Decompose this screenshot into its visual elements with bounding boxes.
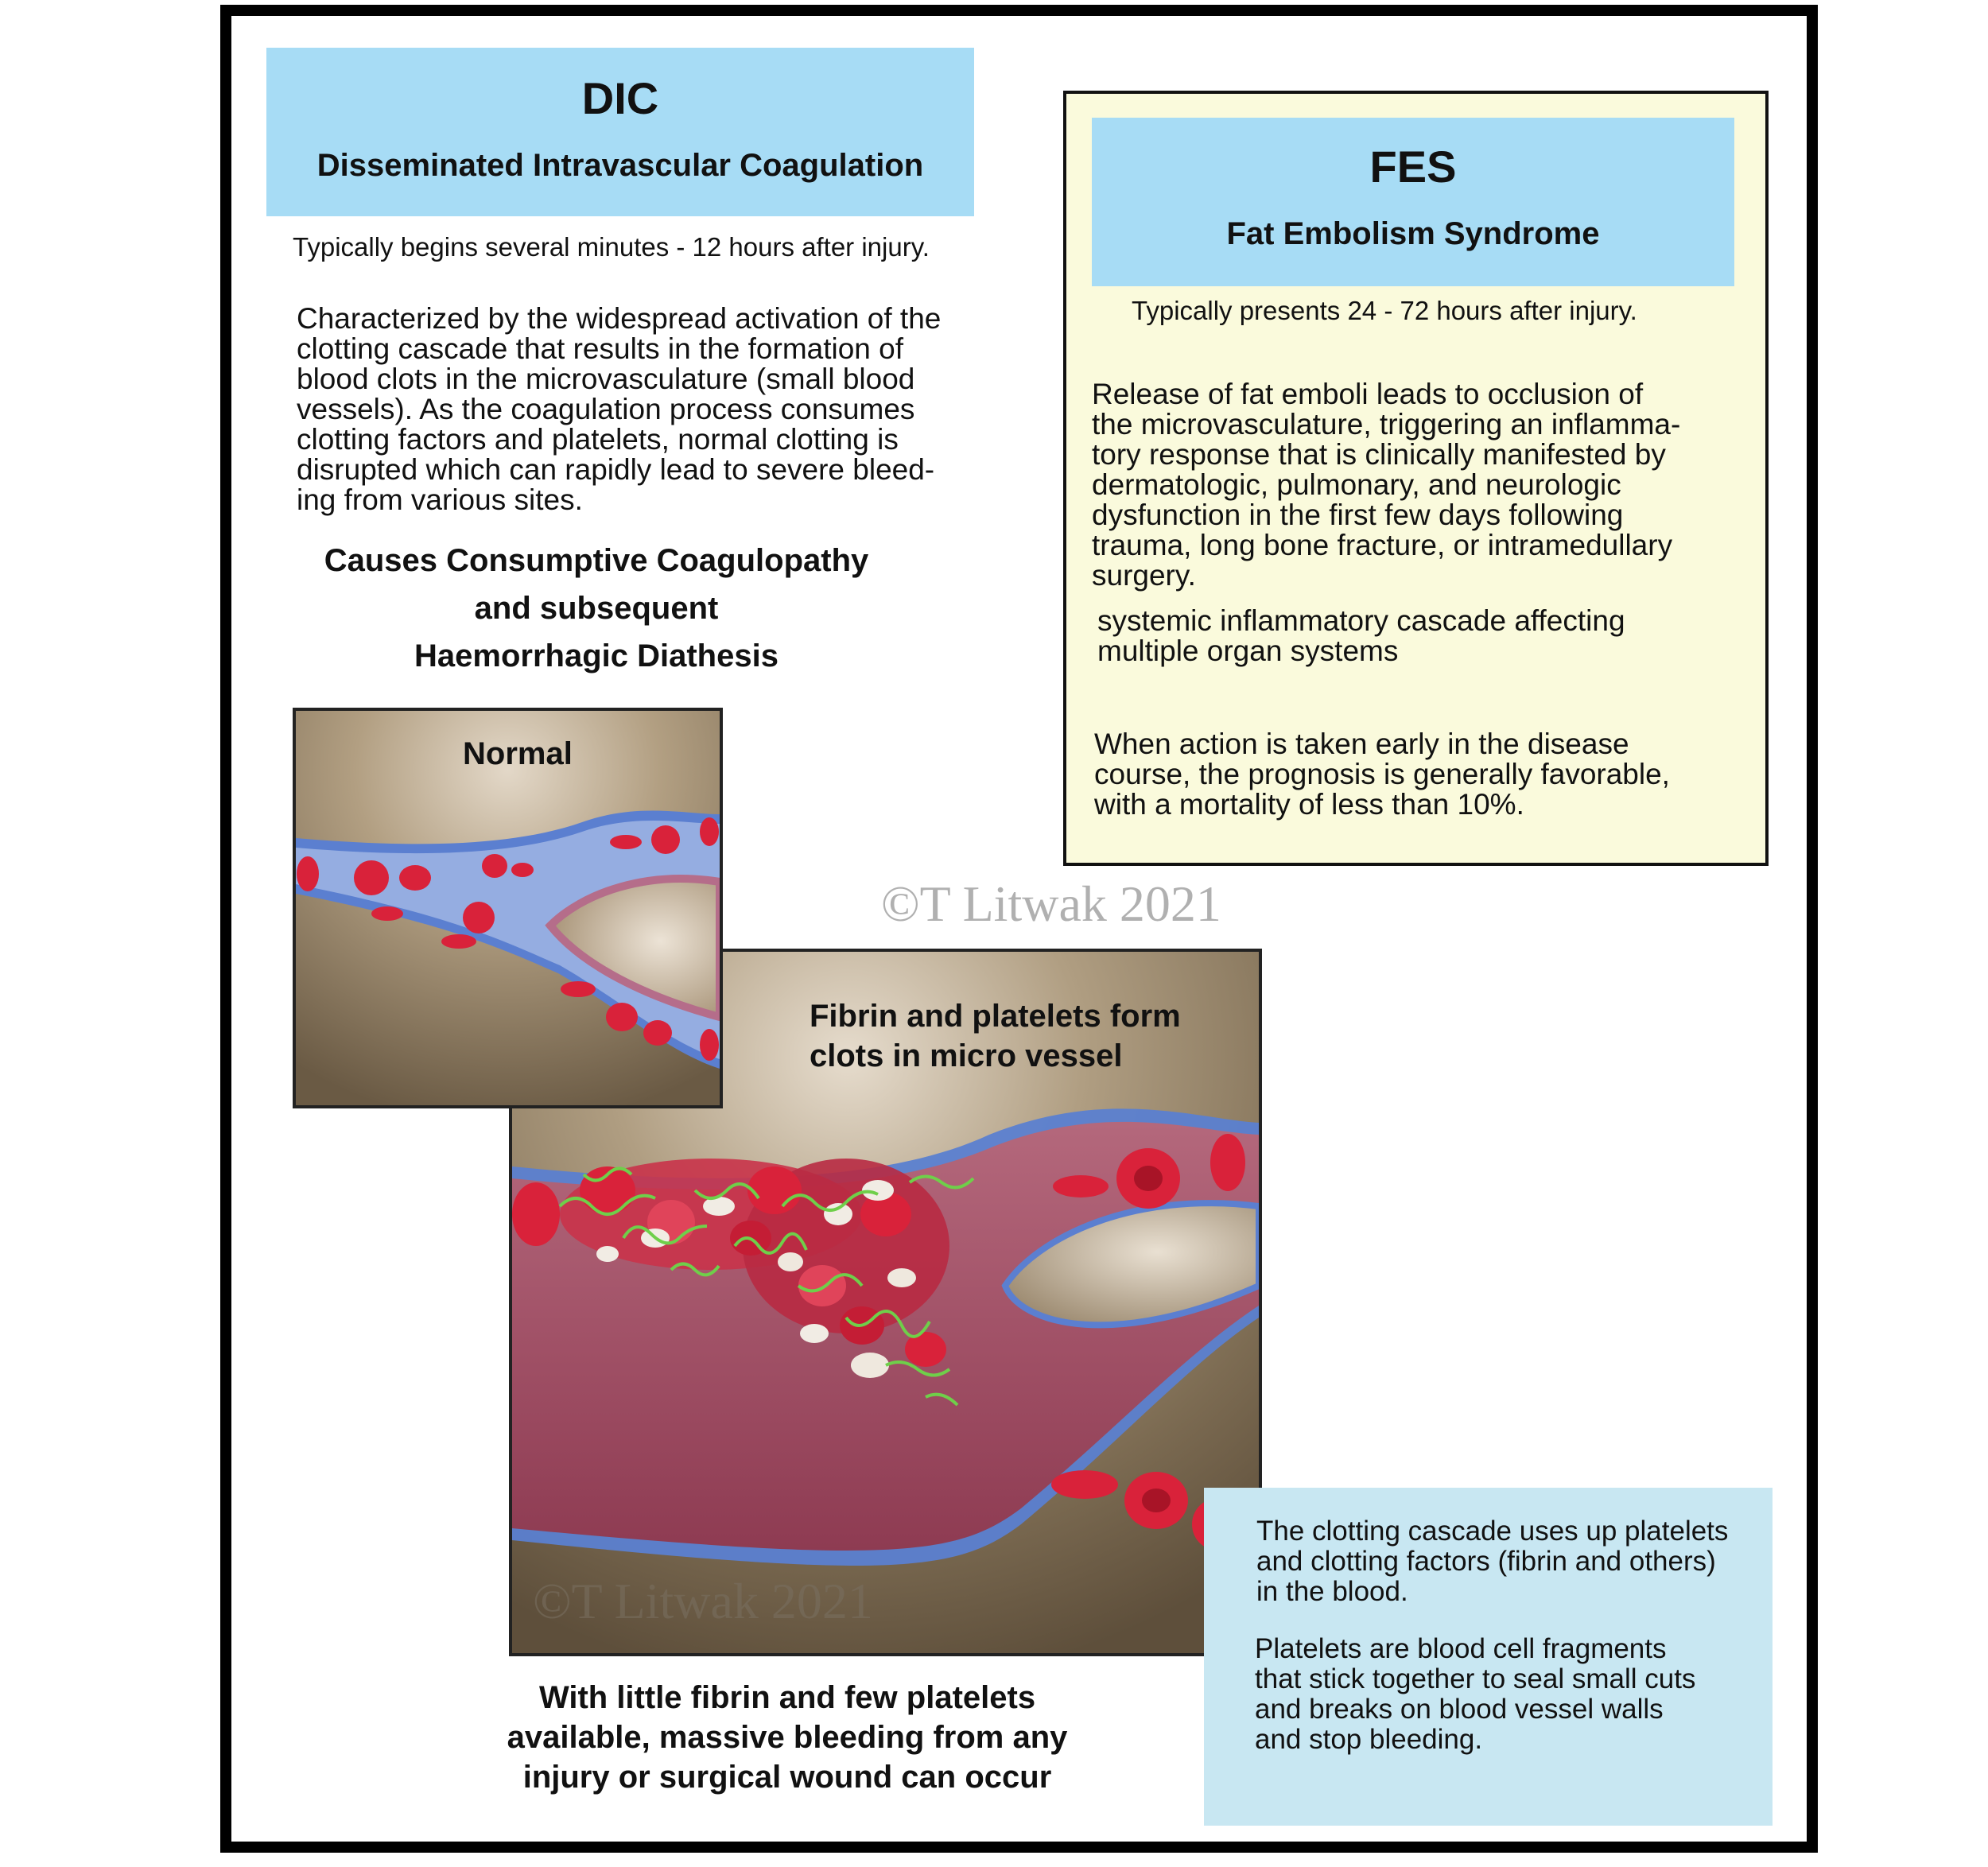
dic-description [297,304,996,515]
dic-subtitle: Disseminated Intravascular Coagulation [316,148,924,183]
fes-description-line: tory response that is clinically manifested by [1092,438,1666,471]
red-blood-cell [610,835,642,849]
dic-title: DIC [581,73,659,123]
watermark-bottom: ©T Litwak 2021 [533,1573,873,1629]
dic-description-line: clotting cascade that results in the formation of [297,332,904,365]
bleeding-caption-line: With little fibrin and few platelets [538,1680,1036,1715]
fes-prognosis-line: course, the prognosis is generally favorable, [1094,758,1670,790]
info-paragraph-2 [1255,1634,1764,1755]
red-blood-cell [1051,1470,1118,1499]
fes-onset: Typically presents 24 - 72 hours after injury. [1132,296,1637,325]
fes-description [1092,379,1760,591]
dic-onset: Typically begins several minutes - 12 hours after injury. [293,232,930,262]
dic-causes-line: Causes Consumptive Coagulopathy [324,543,869,578]
red-blood-cell [651,825,680,854]
red-blood-cell [700,1029,719,1061]
clot-label-line: Fibrin and platelets form [810,999,1181,1034]
red-blood-cell [371,906,403,921]
dic-description-line: clotting factors and platelets, normal clotting is [297,423,899,456]
info-paragraph-1 [1256,1516,1765,1607]
bleeding-caption-line: available, massive bleeding from any [507,1720,1068,1755]
dic-description-line: vessels). As the coagulation process consumes [297,393,915,425]
info-line: in the blood. [1256,1576,1408,1607]
watermark-top: ©T Litwak 2021 [881,875,1221,932]
bleeding-caption [445,1678,1129,1797]
red-blood-cell [441,934,476,949]
fes-description-line: Release of fat emboli leads to occlusion of [1092,378,1644,410]
platelet-info-box [1204,1488,1773,1826]
red-blood-cell [399,865,431,891]
red-blood-cell-center [1142,1489,1171,1512]
fes-cascade-line: multiple organ systems [1097,635,1399,667]
fes-prognosis-line: with a mortality of less than 10%. [1094,788,1524,821]
clot-label [810,996,1181,1076]
fes-description-line: dysfunction in the first few days following [1092,499,1624,531]
fes-cascade-line: systemic inflammatory cascade affecting [1097,604,1625,637]
fes-title: FES [1369,142,1457,192]
fes-subtitle: Fat Embolism Syndrome [1226,216,1600,251]
normal-label: Normal [463,736,573,771]
dic-causes-line: Haemorrhagic Diathesis [414,639,779,673]
red-blood-cell [700,817,719,846]
info-line: and stop bleeding. [1255,1724,1483,1755]
bleeding-caption-line: injury or surgical wound can occur [522,1760,1052,1795]
dic-description-line: blood clots in the microvasculature (small blood [297,363,915,395]
red-blood-cell [643,1020,672,1046]
fes-prognosis [1094,729,1746,820]
info-line: that stick together to seal small cuts [1255,1663,1696,1694]
info-line: and clotting factors (fibrin and others) [1256,1546,1716,1577]
dic-banner [266,48,974,216]
red-blood-cell [463,902,495,934]
dic-causes [274,537,918,680]
red-blood-cell-center [1134,1166,1163,1191]
red-blood-cell [482,854,507,878]
fes-banner [1092,118,1734,286]
fes-description-line: trauma, long bone fracture, or intramedullary [1092,529,1673,561]
clot-label-line: clots in micro vessel [810,1038,1123,1073]
red-blood-cell [354,860,389,895]
dic-description-line: Characterized by the widespread activation of the [297,302,942,335]
fes-description-line: the microvasculature, triggering an inflamma- [1092,408,1681,441]
fes-prognosis-line: When action is taken early in the disease [1094,728,1629,760]
info-line: The clotting cascade uses up platelets [1256,1516,1729,1547]
normal-illustration [293,708,723,1108]
red-blood-cell [561,981,596,997]
dic-causes-line: and subsequent [474,591,719,626]
info-line: Platelets are blood cell fragments [1255,1633,1667,1664]
red-blood-cell [1053,1175,1109,1197]
red-blood-cell [297,856,319,891]
fes-description-line: dermatologic, pulmonary, and neurologic [1092,468,1621,501]
fes-cascade [1097,606,1749,666]
info-line: and breaks on blood vessel walls [1255,1694,1664,1725]
red-blood-cell [606,1003,638,1031]
fes-description-line: surgery. [1092,559,1196,592]
dic-description-line: ing from various sites. [297,483,583,516]
red-blood-cell [511,863,534,877]
dic-description-line: disrupted which can rapidly lead to severe bleed- [297,453,935,486]
red-blood-cell [1210,1134,1245,1191]
